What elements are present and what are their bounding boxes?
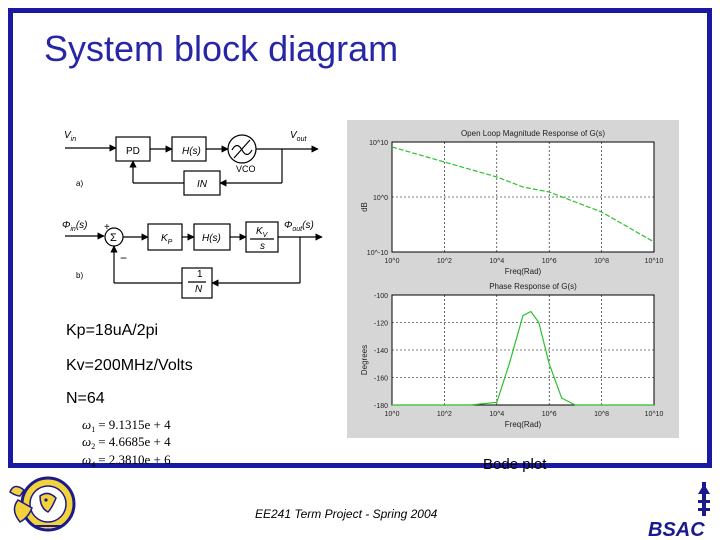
slide-frame-top bbox=[8, 8, 712, 13]
slide-frame-left bbox=[8, 8, 13, 468]
x-tick-label-2: 10^4 bbox=[489, 411, 505, 418]
kv-block-den: s bbox=[260, 241, 265, 252]
bode-caption: Bode plot bbox=[483, 456, 547, 473]
x-tick-label-1: 10^10 bbox=[644, 258, 664, 265]
y-axis-label-2: Degrees bbox=[360, 344, 369, 376]
fb-block-den: N bbox=[195, 284, 203, 295]
phin-label: $\Phi_{in}(s)$ bbox=[62, 220, 88, 233]
diagram-a-tag: a) bbox=[76, 179, 84, 188]
kv-block-num: $K_V$ bbox=[256, 226, 268, 239]
vout-label-a: $V_{out}$ bbox=[290, 130, 307, 143]
param-kv: Kv=200MHz/Volts bbox=[66, 357, 193, 374]
bode-plots bbox=[347, 120, 679, 438]
fb-block-num: 1 bbox=[197, 269, 203, 280]
bsac-logo-text: BSAC bbox=[648, 519, 705, 538]
in-block-label: IN bbox=[197, 179, 207, 190]
mascot-logo bbox=[4, 470, 84, 536]
equation-1: $\omega_1 = 9.1315e + 4$ bbox=[82, 417, 171, 434]
x-tick-label-1: 10^8 bbox=[594, 258, 610, 265]
y-tick-label-2: -140 bbox=[373, 348, 388, 355]
chart-title-1: Open Loop Magnitude Response of G(s) bbox=[460, 129, 606, 138]
x-tick-label-1: 10^6 bbox=[541, 258, 557, 265]
diagram-b-tag: b) bbox=[76, 271, 84, 280]
equation-2: $\omega_2 = 4.6685e + 4$ bbox=[82, 434, 171, 451]
block-diagram bbox=[60, 120, 330, 300]
x-tick-label-1: 10^4 bbox=[489, 258, 505, 265]
x-tick-label-2: 10^8 bbox=[594, 411, 610, 418]
x-axis-label-2: Freq(Rad) bbox=[504, 420, 542, 429]
y-tick-label-2: -100 bbox=[373, 293, 388, 300]
plot-area-2 bbox=[392, 295, 654, 405]
slide-title: System block diagram bbox=[44, 28, 399, 69]
x-tick-label-1: 10^2 bbox=[436, 258, 452, 265]
chart-title-2: Phase Response of G(s) bbox=[489, 282, 577, 291]
hs-block-label-b: H(s) bbox=[202, 233, 221, 244]
y-tick-label-1: 10^0 bbox=[373, 195, 388, 202]
param-kp: Kp=18uA/2pi bbox=[66, 322, 159, 339]
param-n: N=64 bbox=[66, 390, 105, 407]
x-tick-label-2: 10^10 bbox=[644, 411, 664, 418]
hs-block-label-a: H(s) bbox=[182, 146, 201, 157]
x-tick-label-2: 10^2 bbox=[436, 411, 452, 418]
plus-sign: + bbox=[104, 222, 110, 233]
slide-frame-right bbox=[707, 8, 712, 468]
x-tick-label-2: 10^0 bbox=[384, 411, 400, 418]
x-tick-label-2: 10^6 bbox=[541, 411, 557, 418]
plot-area-1 bbox=[392, 142, 654, 252]
equation-3: $\omega_4 = 2.3810e + 6$ bbox=[82, 452, 171, 469]
y-axis-label-1: dB bbox=[360, 202, 369, 212]
minus-sign: − bbox=[120, 251, 128, 265]
y-tick-label-1: 10^-10 bbox=[366, 250, 388, 257]
kp-block-label: $K_P$ bbox=[161, 233, 173, 246]
vco-label: VCO bbox=[236, 164, 256, 174]
phout-label: $\Phi_{out}(s)$ bbox=[284, 220, 314, 233]
equations bbox=[80, 414, 260, 470]
bsac-logo bbox=[646, 478, 716, 538]
pd-block-label: PD bbox=[126, 146, 140, 157]
sum-symbol: Σ bbox=[110, 232, 117, 244]
y-tick-label-2: -120 bbox=[373, 320, 388, 328]
y-tick-label-2: -160 bbox=[373, 375, 388, 383]
vin-label: $V_{in}$ bbox=[64, 130, 77, 143]
footer-text: EE241 Term Project - Spring 2004 bbox=[255, 507, 438, 521]
y-tick-label-2: -180 bbox=[373, 403, 388, 410]
x-axis-label-1: Freq(Rad) bbox=[504, 267, 542, 276]
x-tick-label-1: 10^0 bbox=[384, 258, 400, 265]
y-tick-label-1: 10^10 bbox=[369, 140, 388, 147]
